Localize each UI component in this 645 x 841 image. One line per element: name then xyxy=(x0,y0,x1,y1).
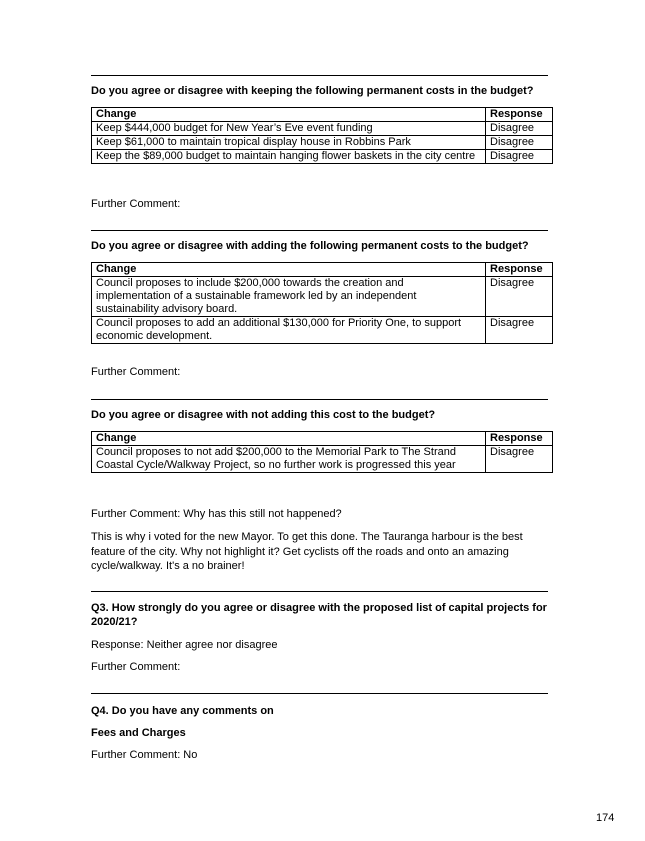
response-header: Response xyxy=(486,108,553,122)
section3-comment-body: This is why i voted for the new Mayor. To get this done. The Tauranga harbour is the best feature of the city. Why not highlight it? Get cyclists off the roads and onto an amazing cycle/walkway. It's a no brainer! xyxy=(91,531,523,572)
section-divider xyxy=(91,693,548,694)
table-row xyxy=(92,277,553,317)
response-cell: Disagree xyxy=(486,446,553,473)
response-header: Response xyxy=(486,432,553,446)
response-cell: Disagree xyxy=(486,277,553,317)
q4-question: Q4. Do you have any comments on xyxy=(91,705,274,717)
section2-further-comment: Further Comment: xyxy=(91,366,181,378)
table-header-row xyxy=(92,263,553,277)
q3-response: Response: Neither agree nor disagree xyxy=(91,639,278,651)
change-header: Change xyxy=(92,108,486,122)
q4-subheading: Fees and Charges xyxy=(91,727,186,739)
q3-question: Q3. How strongly do you agree or disagree with the proposed list of capital projects for 2020/21? xyxy=(91,602,547,628)
change-cell: Council proposes to add an additional $130,000 for Priority One, to support economic development. xyxy=(92,317,486,344)
table-row xyxy=(92,122,553,136)
section1-table xyxy=(91,107,553,164)
section3-further-comment: Further Comment: Why has this still not happened? xyxy=(91,508,342,520)
response-cell: Disagree xyxy=(486,122,553,136)
table-row xyxy=(92,317,553,344)
section2-table xyxy=(91,262,553,344)
table-header-row xyxy=(92,432,553,446)
q4-further-comment: Further Comment: No xyxy=(91,749,198,761)
section3-table xyxy=(91,431,553,473)
table-header-row xyxy=(92,108,553,122)
section-divider xyxy=(91,399,548,400)
change-header: Change xyxy=(92,263,486,277)
change-cell: Keep $61,000 to maintain tropical display house in Robbins Park xyxy=(92,136,486,150)
change-cell: Keep $444,000 budget for New Year’s Eve event funding xyxy=(92,122,486,136)
response-cell: Disagree xyxy=(486,150,553,164)
section3-question: Do you agree or disagree with not adding this cost to the budget? xyxy=(91,409,436,421)
section-divider xyxy=(91,75,548,76)
change-cell: Council proposes to include $200,000 towards the creation and implementation of a sustainable framework led by an independent sustainability advisory board. xyxy=(92,277,486,317)
response-header: Response xyxy=(486,263,553,277)
change-header: Change xyxy=(92,432,486,446)
response-cell: Disagree xyxy=(486,136,553,150)
section-divider xyxy=(91,591,548,592)
q3-further-comment: Further Comment: xyxy=(91,661,181,673)
section1-question: Do you agree or disagree with keeping the following permanent costs in the budget? xyxy=(91,85,534,97)
section-divider xyxy=(91,230,548,231)
response-cell: Disagree xyxy=(486,317,553,344)
table-row xyxy=(92,150,553,164)
table-row xyxy=(92,446,553,473)
table-row xyxy=(92,136,553,150)
page-number: 174 xyxy=(596,812,615,824)
change-cell: Keep the $89,000 budget to maintain hanging flower baskets in the city centre xyxy=(92,150,486,164)
section1-further-comment: Further Comment: xyxy=(91,198,181,210)
change-cell: Council proposes to not add $200,000 to the Memorial Park to The Strand Coastal Cycle/Walkway Project, so no further work is progressed this year xyxy=(92,446,486,473)
section2-question: Do you agree or disagree with adding the following permanent costs to the budget? xyxy=(91,240,529,252)
